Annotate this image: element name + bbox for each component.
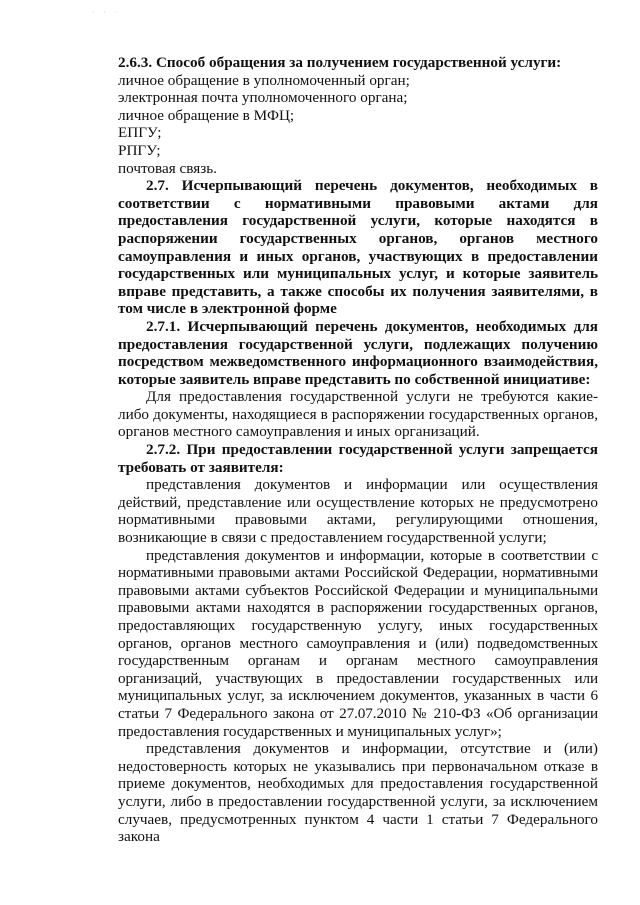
scan-marks: · · · — [92, 10, 121, 16]
list-item: РПГУ; — [118, 141, 161, 159]
section-2-7-2-item-1: представления документов и информации или осуществления действий, представление или осуществление которых не предусмотрено нормативными правовыми актами, регулирующими отношения, возникающие в связи с предоставлением государственной услуги; — [118, 476, 598, 547]
list-item: электронная почта уполномоченного органа; — [118, 89, 408, 107]
document-body — [118, 54, 598, 846]
section-2-7-1-text: Для предоставления государственной услуги не требуются какие-либо документы, находящиеся в распоряжении государственных органов, органов местного самоуправления и иных организаций. — [118, 388, 598, 441]
section-2-7-1-heading: 2.7.1. Исчерпывающий перечень документов, необходимых для предоставления государственной услуги, подлежащих получению посредством межведомственного информационного взаимодействия, которые заявитель вправе представить по собственной инициативе: — [118, 317, 598, 388]
section-2-7-2-heading: 2.7.2. При предоставлении государственной услуги запрещается требовать от заявителя: — [118, 441, 598, 476]
section-2-7-2-item-2: представления документов и информации, которые в соответствии с нормативными правовыми актами Российской Федерации, нормативными правовыми актами субъектов Российской Федерации и муниципальными правовыми актами находятся в распоряжении государственных органов, предоставляющих государственную услугу, иных государственных органов, органов местного самоуправления и (или) подведомственных государственным органам и органам местного самоуправления организаций, участвующих в предоставлении государственных или муниципальных услуг, за исключением документов, указанных в части 6 статьи 7 Федерального закона от 27.07.2010 № 210-ФЗ «Об организации предоставления государственных и муниципальных услуг»; — [118, 546, 598, 740]
list-item: личное обращение в уполномоченный орган; — [118, 71, 410, 89]
list-item: ЕПГУ; — [118, 124, 162, 142]
list-item: личное обращение в МФЦ; — [118, 106, 295, 124]
list-item: почтовая связь. — [118, 159, 217, 177]
section-2-6-3-heading: 2.6.3. Способ обращения за получением государственной услуги: — [118, 54, 562, 71]
section-2-7-heading: 2.7. Исчерпывающий перечень документов, необходимых в соответствии с нормативными правовыми актами для предоставления государственной услуги, которые находятся в распоряжении государственных органов, органов местного самоуправления и иных органов, участвующих в предоставлении государственных или муниципальных услуг, и которые заявитель вправе представить, а также способы их получения заявителями, в том числе в электронной форме — [118, 177, 598, 318]
section-2-7-2-item-3: представления документов и информации, отсутствие и (или) недостоверность которых не указывались при первоначальном отказе в приеме документов, необходимых для предоставления государственной услуги, либо в предоставлении государственной услуги, за исключением случаев, предусмотренных пунктом 4 части 1 статьи 7 Федерального закона — [118, 740, 598, 846]
